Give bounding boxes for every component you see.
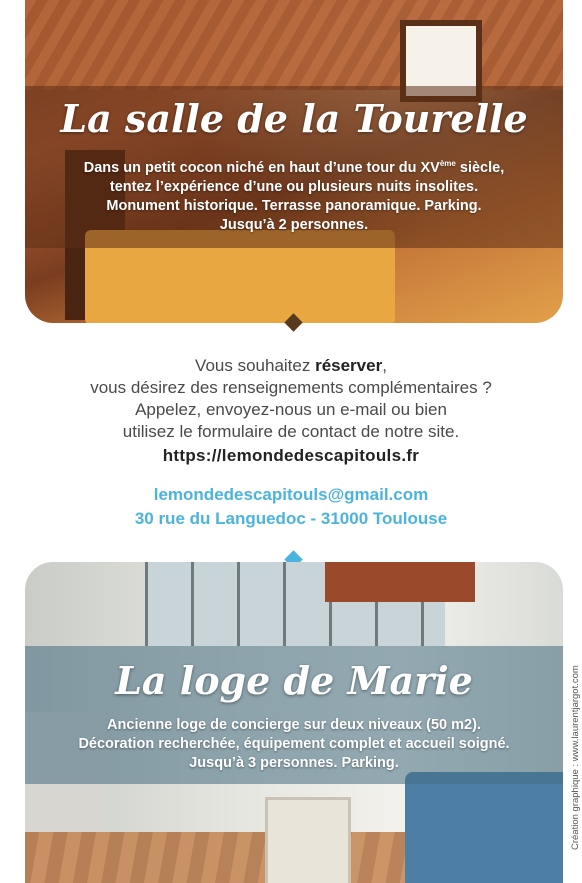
contact-intro: Vous souhaitez réserver, vous désirez des renseignements complémentaires ? Appelez, envoyez-nous un e-mail ou bien utilisez le formulaire de contact de notre site. (90, 356, 492, 441)
design-credit: Création graphique : www.laurentjargot.com (570, 665, 581, 850)
tourelle-title: La salle de la Tourelle (60, 96, 528, 141)
tourelle-text-band (25, 86, 563, 248)
loge-text-band (25, 646, 563, 784)
tourelle-card (25, 0, 563, 323)
brick-vault-image (25, 0, 563, 90)
address-text: 30 rue du Languedoc - 31000 Toulouse (134, 509, 448, 528)
wood-beam-image (325, 562, 475, 602)
blue-sofa-image (405, 772, 563, 883)
loge-card (25, 562, 563, 883)
tourelle-description: Dans un petit cocon niché en haut d’une tour du XVème siècle, tentez l’expérience d’une ou plusieurs nuits insolites. Monument historique. Terrasse panoramique. Parking. Jusqu’à 2 personnes. (83, 159, 505, 233)
email-link[interactable]: lemondedescapitouls@gmail.com (153, 485, 429, 504)
loge-title: La loge de Marie (115, 658, 473, 703)
website-link[interactable]: https://lemondedescapitouls.fr (162, 446, 420, 465)
loge-description: Ancienne loge de concierge sur deux niveaux (50 m2). Décoration recherchée, équipement complet et accueil soigné. Jusqu’à 3 personnes. Parking. (78, 717, 510, 771)
coffee-table-image (265, 797, 351, 883)
